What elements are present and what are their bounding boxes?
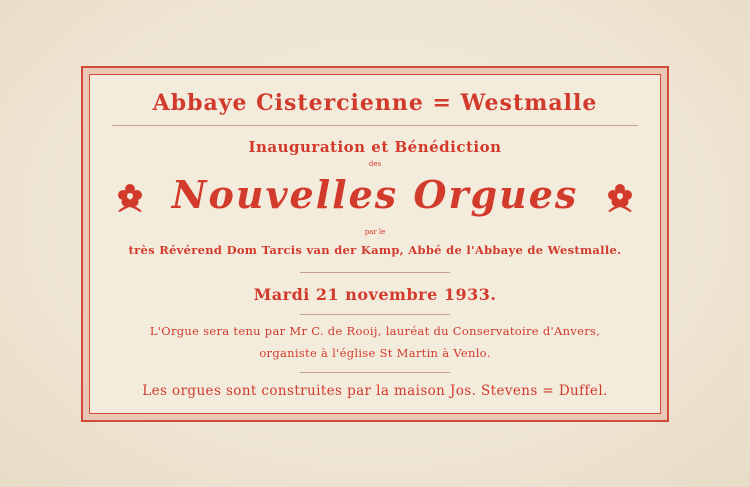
- divider-short-2: [300, 314, 450, 315]
- organist-line-1: L'Orgue sera tenu par Mr C. de Rooij, lauréat du Conservatoire d'Anvers,: [149, 324, 601, 338]
- nouvelles-orgues-headline: Nouvelles Orgues: [171, 172, 579, 217]
- divider-short-1: [300, 272, 450, 273]
- event-date: Mardi 21 novembre 1933.: [253, 285, 497, 304]
- divider-top: [112, 125, 638, 126]
- abbey-title: Abbaye Cistercienne = Westmalle: [152, 90, 598, 116]
- officiant-line: très Révérend Dom Tarcis van der Kamp, Abbé de l'Abbaye de Westmalle.: [128, 243, 622, 257]
- right-flower-icon: [602, 178, 638, 214]
- des-connector: des: [368, 160, 382, 168]
- inauguration-subtitle: Inauguration et Bénédiction: [248, 138, 502, 156]
- divider-short-3: [300, 372, 450, 373]
- organ-builder-line: Les orgues sont construites par la maison Jos. Stevens = Duffel.: [142, 383, 608, 399]
- organist-line-2: organiste à l'église St Martin à Venlo.: [259, 346, 491, 360]
- par-le-connector: par le: [364, 228, 386, 236]
